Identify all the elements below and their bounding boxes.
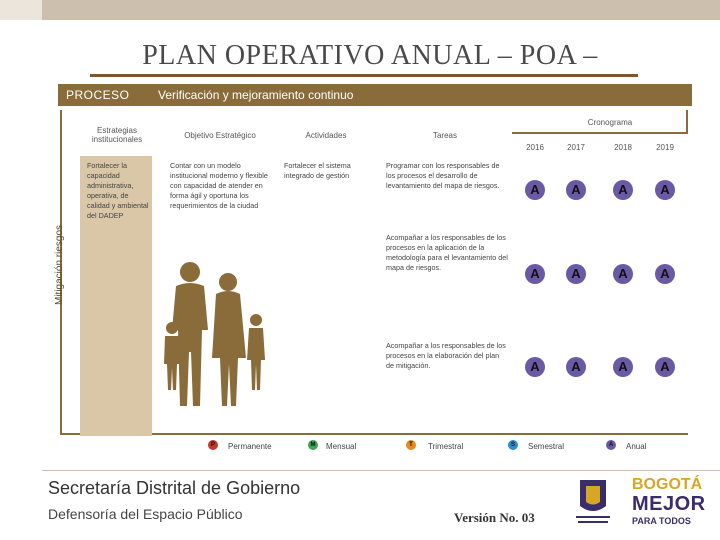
footer-divider bbox=[42, 470, 720, 471]
title-underline bbox=[90, 74, 638, 77]
logo-bogota: BOGOTÁ bbox=[632, 476, 703, 493]
bogota-logo bbox=[632, 476, 712, 528]
task-1-text: Programar con los responsables de los procesos el desarrollo de levantamiento del mapa de riesgos. bbox=[386, 161, 500, 190]
process-label: PROCESO bbox=[66, 88, 130, 102]
year-2017: 2017 bbox=[567, 143, 585, 152]
process-bar bbox=[58, 84, 692, 106]
task-2-text: Acompañar a los responsables de los procesos en la aplicación de la metodología para el levantamiento del mapa de riesgos. bbox=[386, 233, 508, 272]
bogota-seal-icon bbox=[568, 476, 618, 528]
header-tareas: Tareas bbox=[432, 131, 457, 140]
process-name: Verificación y mejoramiento continuo bbox=[158, 88, 354, 102]
header-estrategias: Estrategias institucionales bbox=[91, 126, 143, 144]
legend-label-mensual: Mensual bbox=[326, 442, 357, 451]
header-objetivo: Objetivo Estratégico bbox=[184, 131, 256, 140]
legend-dot-t: T bbox=[406, 440, 416, 450]
mark-task1-2017: A bbox=[566, 180, 586, 200]
mark-task2-2019: A bbox=[655, 264, 675, 284]
top-bar-accent bbox=[42, 0, 720, 20]
legend-dot-s: S bbox=[508, 440, 518, 450]
mark-task1-2016: A bbox=[525, 180, 545, 200]
header-cronograma: Cronograma bbox=[587, 118, 633, 127]
cronograma-edge bbox=[686, 110, 688, 134]
page-title: PLAN OPERATIVO ANUAL – POA – bbox=[142, 40, 598, 71]
actividad-text: Fortalecer el sistema integrado de gestión bbox=[284, 161, 351, 180]
legend-dot-p: P bbox=[208, 440, 218, 450]
objetivo-text: Contar con un modelo institucional moderno y flexible con capacidad de atender en forma ágil y oportuna los requerimientos de la ciudad bbox=[170, 161, 268, 210]
mark-task3-2019: A bbox=[655, 357, 675, 377]
legend-dot-a: A bbox=[606, 440, 616, 450]
version-label: Versión No. 03 bbox=[454, 510, 535, 525]
family-silhouette-icon bbox=[160, 260, 270, 410]
year-2016: 2016 bbox=[526, 143, 544, 152]
mark-task2-2017: A bbox=[566, 264, 586, 284]
side-label: Mitigación riesgos bbox=[54, 224, 65, 305]
header-actividades: Actividades bbox=[305, 131, 347, 140]
cronograma-divider bbox=[512, 132, 688, 134]
logo-mejor: MEJOR bbox=[632, 493, 706, 515]
mark-task3-2017: A bbox=[566, 357, 586, 377]
estrategia-text: Fortalecer la capacidad administrativa, operativa, de calidad y ambiental del DADEP bbox=[87, 161, 149, 220]
legend-dot-m: M bbox=[308, 440, 318, 450]
logo-para-todos: PARA TODOS bbox=[632, 516, 691, 526]
top-bar bbox=[0, 0, 720, 20]
year-2019: 2019 bbox=[656, 143, 674, 152]
mark-task1-2018: A bbox=[613, 180, 633, 200]
footer-org: Secretaría Distrital de Gobierno bbox=[48, 478, 301, 498]
legend-label-anual: Anual bbox=[626, 442, 647, 451]
table-frame bbox=[60, 110, 688, 435]
task-3-text: Acompañar a los responsables de los procesos en la elaboración del plan de mitigación. bbox=[386, 341, 506, 370]
mark-task3-2016: A bbox=[525, 357, 545, 377]
mark-task2-2018: A bbox=[613, 264, 633, 284]
legend-label-semestral: Semestral bbox=[528, 442, 565, 451]
mark-task3-2018: A bbox=[613, 357, 633, 377]
mark-task1-2019: A bbox=[655, 180, 675, 200]
footer-dept: Defensoría del Espacio Público bbox=[48, 506, 243, 522]
legend-label-trimestral: Trimestral bbox=[428, 442, 464, 451]
legend-label-permanente: Permanente bbox=[228, 442, 272, 451]
mark-task2-2016: A bbox=[525, 264, 545, 284]
year-2018: 2018 bbox=[614, 143, 632, 152]
